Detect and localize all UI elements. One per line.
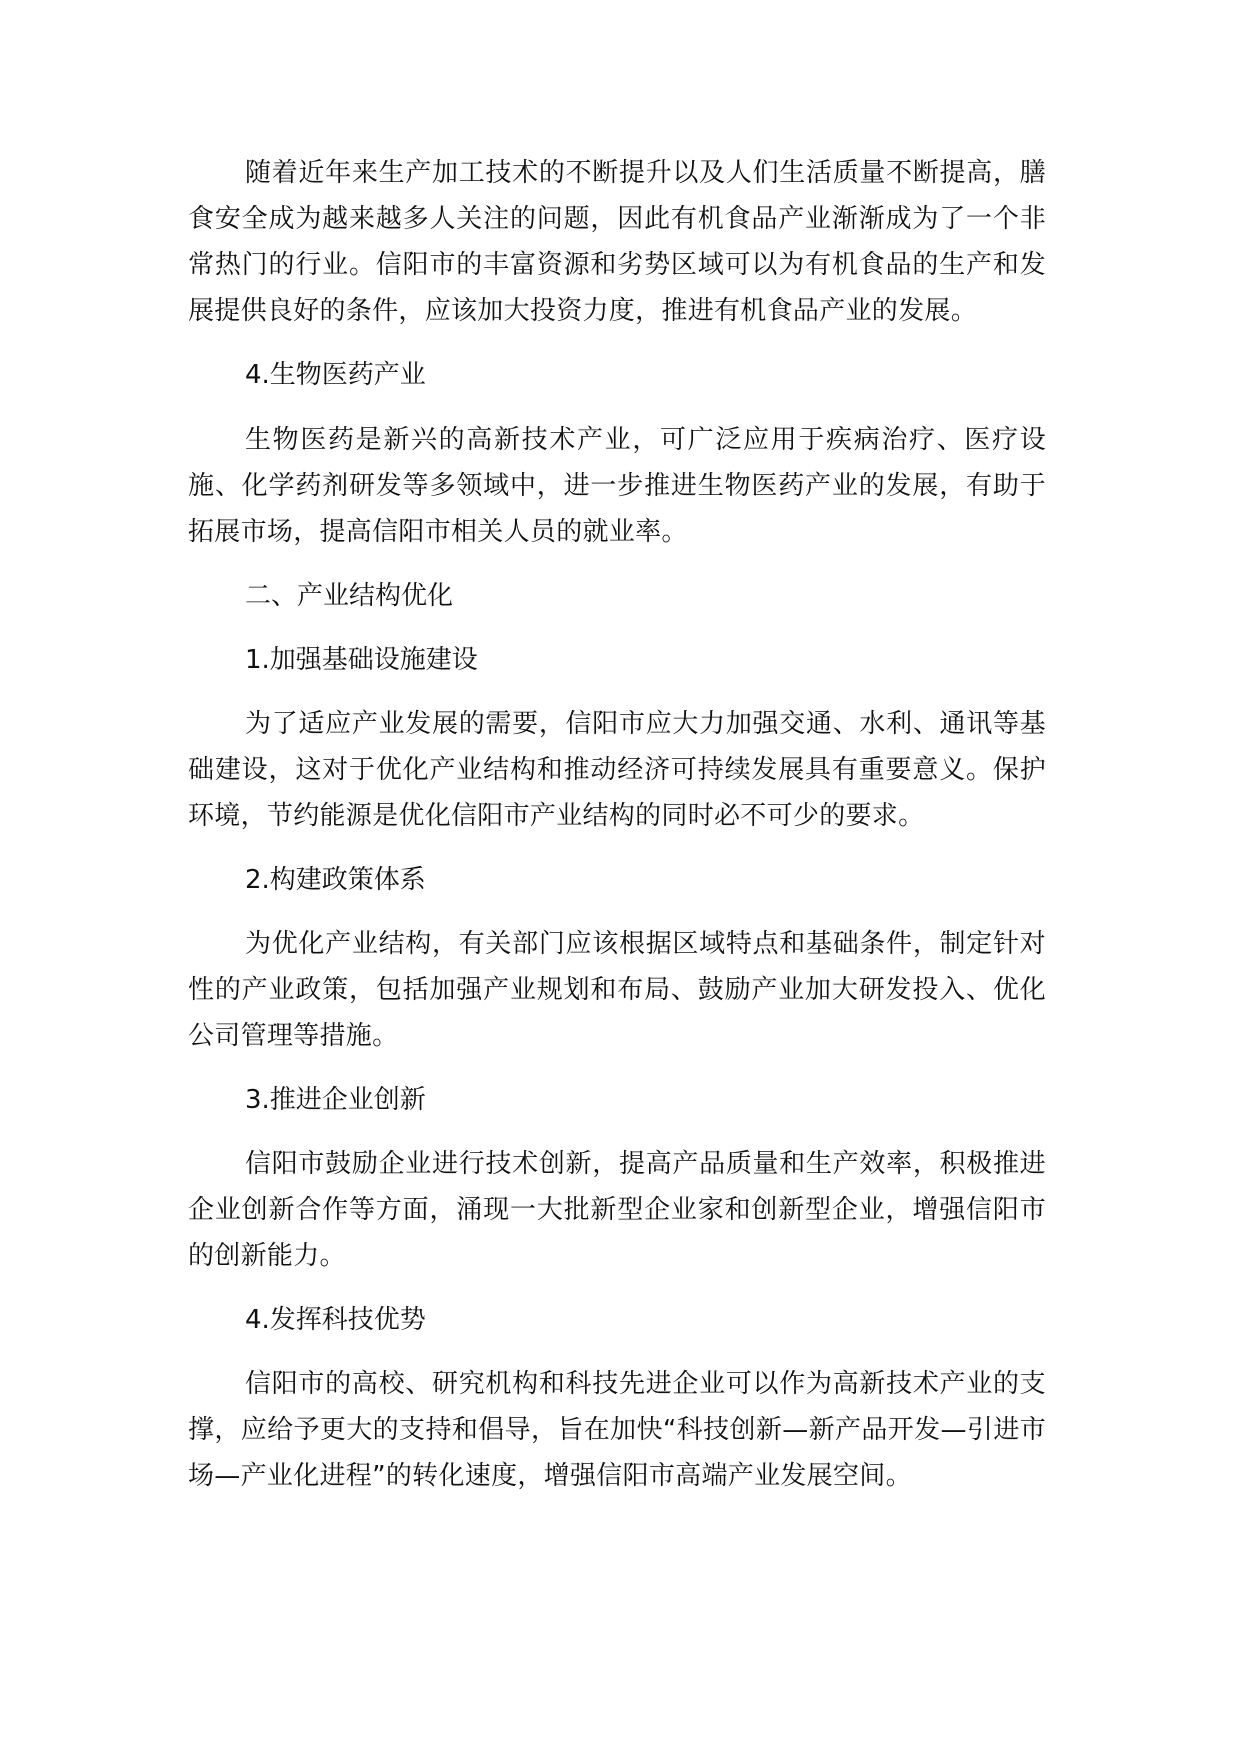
heading-infrastructure: 1.加强基础设施建设 <box>245 645 478 675</box>
heading-biomedicine: 4.生物医药产业 <box>245 360 426 390</box>
paragraph-organic-food: 随着近年来生产加工技术的不断提升以及人们生活质量不断提高，膳食安全成为越来越多人关注的问题，因此有机食品产业渐渐成为了一个非常热门的行业。信阳市的丰富资源和劣势区域可以为有机食品的生产和发展提供良好的条件，应该加大投资力度，推进有机食品产业的发展。 <box>188 158 1046 326</box>
heading-innovation: 3.推进企业创新 <box>245 1085 426 1115</box>
heading-policy: 2.构建政策体系 <box>245 865 426 895</box>
paragraph-biomedicine: 生物医药是新兴的高新技术产业，可广泛应用于疾病治疗、医疗设施、化学药剂研发等多领域中，进一步推进生物医药产业的发展，有助于拓展市场，提高信阳市相关人员的就业率。 <box>188 425 1046 547</box>
document-page <box>188 150 1046 1499</box>
heading-section-2: 二、产业结构优化 <box>245 581 454 611</box>
paragraph-policy: 为优化产业结构，有关部门应该根据区域特点和基础条件，制定针对性的产业政策，包括加强产业规划和布局、鼓励产业加大研发投入、优化公司管理等措施。 <box>188 929 1046 1051</box>
paragraph-innovation: 信阳市鼓励企业进行技术创新，提高产品质量和生产效率，积极推进企业创新合作等方面，涌现一大批新型企业家和创新型企业，增强信阳市的创新能力。 <box>188 1149 1046 1271</box>
heading-technology: 4.发挥科技优势 <box>245 1305 426 1335</box>
paragraph-infrastructure: 为了适应产业发展的需要，信阳市应大力加强交通、水利、通讯等基础建设，这对于优化产业结构和推动经济可持续发展具有重要意义。保护环境，节约能源是优化信阳市产业结构的同时必不可少的要求。 <box>188 709 1046 831</box>
paragraph-technology: 信阳市的高校、研究机构和科技先进企业可以作为高新技术产业的支撑，应给予更大的支持和倡导，旨在加快“科技创新—新产品开发—引进市场—产业化进程”的转化速度，增强信阳市高端产业发展空间。 <box>188 1369 1046 1491</box>
